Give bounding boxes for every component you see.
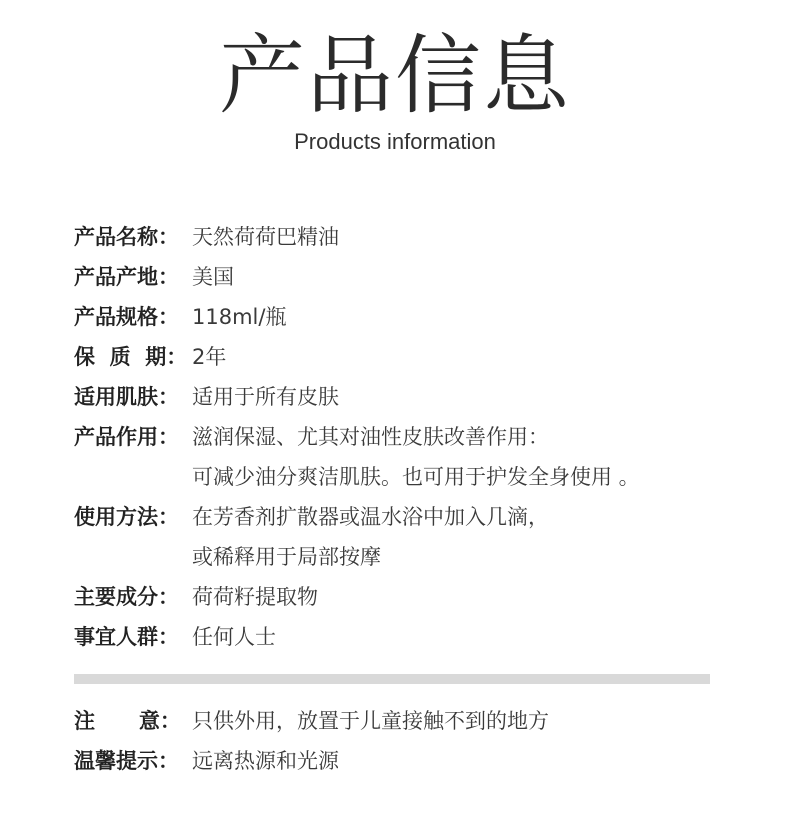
spec-value — [192, 497, 549, 577]
spec-row-usage — [74, 497, 724, 577]
spec-value — [192, 577, 318, 617]
spec-label: 使用方法： — [74, 505, 179, 529]
spec-row-origin — [74, 257, 724, 297]
page-subtitle: Products information — [294, 129, 496, 154]
spec-row-name — [74, 217, 724, 257]
spec-label: 产品产地： — [74, 265, 179, 289]
spec-label: 产品名称： — [74, 225, 179, 249]
spec-value-line: 天然荷荷巴精油 — [192, 225, 339, 249]
spec-value-line: 荷荷籽提取物 — [192, 585, 318, 609]
note-value — [192, 741, 339, 781]
spec-label: 适用肌肤： — [74, 385, 179, 409]
note-value — [192, 701, 549, 741]
spec-value — [192, 337, 226, 377]
spec-value — [192, 417, 640, 497]
spec-value — [192, 377, 339, 417]
spec-row-shelf-life — [74, 337, 724, 377]
spec-row-size — [74, 297, 724, 337]
spec-value-line: 滋润保湿、尤其对油性皮肤改善作用： — [192, 425, 549, 449]
spec-label: 事宜人群： — [74, 625, 179, 649]
spec-value — [192, 297, 286, 337]
note-label: 注 意： — [74, 709, 181, 733]
spec-value-line: 118ml/瓶 — [192, 305, 287, 329]
page-title: 产品信息 — [219, 26, 571, 126]
note-value-line: 远离热源和光源 — [192, 749, 339, 773]
spec-label: 产品作用： — [74, 425, 179, 449]
spec-row-effect — [74, 417, 724, 497]
spec-value — [192, 257, 234, 297]
spec-row-ingredients — [74, 577, 724, 617]
spec-value-line: 或稀释用于局部按摩 — [192, 545, 381, 569]
spec-value-line: 适用于所有皮肤 — [192, 385, 339, 409]
spec-label: 主要成分： — [74, 585, 179, 609]
spec-value — [192, 617, 276, 657]
spec-value-line: 任何人士 — [192, 625, 276, 649]
note-row-tip — [74, 741, 724, 781]
spec-row-audience — [74, 617, 724, 657]
spec-value-line: 可减少油分爽洁肌肤。也可用于护发全身使用 。 — [192, 465, 640, 489]
note-label: 温馨提示： — [74, 749, 179, 773]
spec-value-line: 美国 — [192, 265, 234, 289]
spec-value-line: 2年 — [192, 345, 227, 369]
spec-label: 产品规格： — [74, 305, 179, 329]
spec-row-skin-type — [74, 377, 724, 417]
spec-list — [74, 217, 724, 657]
notes-list — [74, 701, 724, 781]
note-row-caution — [74, 701, 724, 741]
section-divider — [74, 674, 710, 684]
spec-value — [192, 217, 339, 257]
spec-label: 保 质 期： — [74, 345, 188, 369]
note-value-line: 只供外用，放置于儿童接触不到的地方 — [192, 709, 549, 733]
spec-value-line: 在芳香剂扩散器或温水浴中加入几滴， — [192, 505, 549, 529]
